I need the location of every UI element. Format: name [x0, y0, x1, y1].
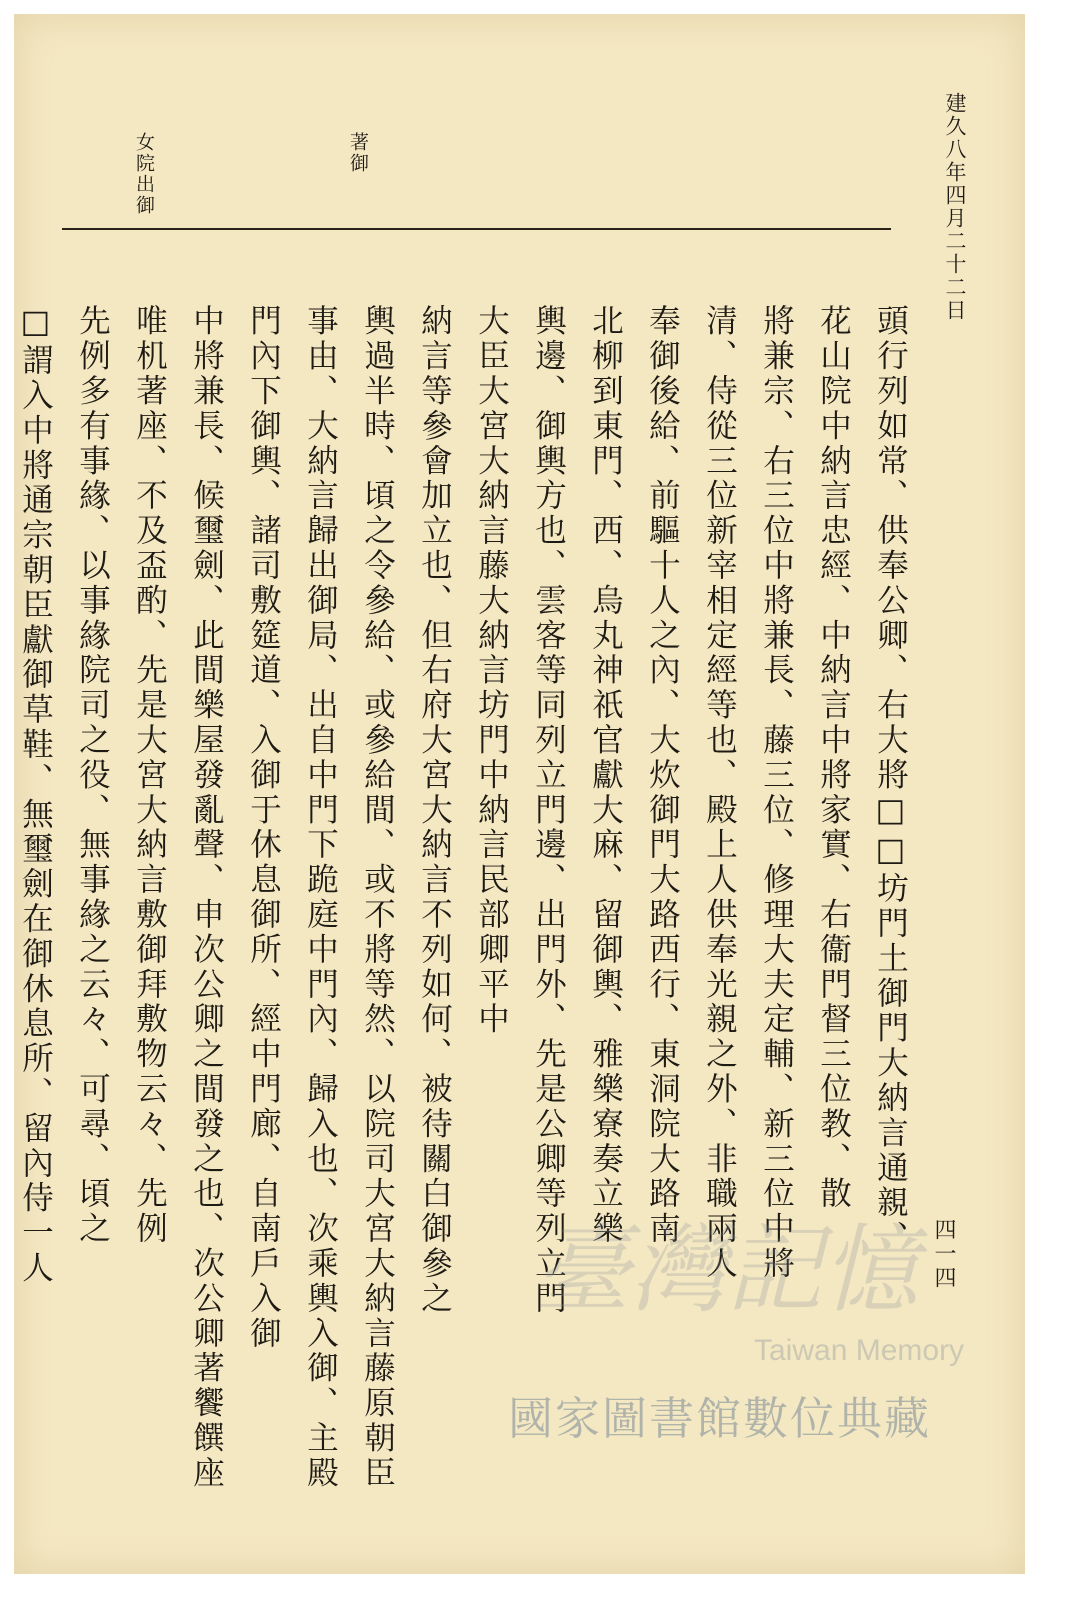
margin-note-1: 女院出御 [133, 132, 155, 216]
header-rule [62, 228, 891, 230]
body-column-16: □謂入中將通宗朝臣獻御草鞋、無璽劍在御休息所、留內侍一人 [17, 304, 54, 1286]
body-column-4: 清、侍從三位新宰相定經等也、殿上人供奉光親之外、非職兩人 [701, 304, 738, 1282]
body-column-6: 北柳到東門、西、烏丸神祇官獻大麻、留御輿、雅樂寮奏立樂 [587, 304, 624, 1247]
running-head: 建久八年四月二十二日 [943, 92, 967, 322]
page-number: 四一四 [931, 1218, 956, 1290]
body-column-7: 輿邊、御輿方也、雲客等同列立門邊、出門外、先是公卿等列立門 [530, 304, 567, 1317]
watermark-text: 國家圖書館數位典藏 [508, 1392, 932, 1445]
body-column-10: 輿過半時、頃之令參給、或參給間、或不將等然、以院司大宮大納言藤原朝臣 [359, 304, 396, 1491]
body-column-13: 中將兼長、候璽劍、此間樂屋發亂聲、申次公卿之間發之也、次公卿著饗饌座 [188, 304, 225, 1491]
body-column-8: 大臣大宮大納言藤大納言坊門中納言民部卿平中 [473, 304, 510, 1037]
body-column-5: 奉御後給、前驅十人之內、大炊御門大路西行、東洞院大路南 [644, 304, 681, 1247]
watermark-subtitle: Taiwan Memory [754, 1334, 965, 1367]
margin-note-2: 著御 [347, 132, 369, 174]
watermark-logo: 臺灣記憶 [534, 1214, 918, 1326]
body-column-2: 花山院中納言忠經、中納言中將家實、右衞門督三位教、散 [815, 304, 852, 1212]
body-column-14: 唯机著座、不及盃酌、先是大宮大納言敷御拜敷物云々、先例 [131, 304, 168, 1247]
body-column-3: 將兼宗、右三位中將兼長、藤三位、修理大夫定輔、新三位中將 [758, 304, 795, 1282]
body-column-1: 頭行列如常、供奉公卿、右大將□□坊門土御門大納言通親、 [872, 304, 909, 1256]
body-column-12: 門內下御輿、諸司敷筵道、入御于休息御所、經中門廊、自南戶入御 [245, 304, 282, 1351]
body-column-11: 事由、大納言歸出御局、出自中門下跪庭中門內、歸入也、次乘輿入御、主殿 [302, 304, 339, 1491]
book-page [14, 14, 1025, 1574]
body-column-9: 納言等參會加立也、但右府大宮大納言不列如何、被待關白御參之 [416, 304, 453, 1317]
body-column-15: 先例多有事緣、以事緣院司之役、無事緣之云々、可尋、頃之 [74, 304, 111, 1247]
